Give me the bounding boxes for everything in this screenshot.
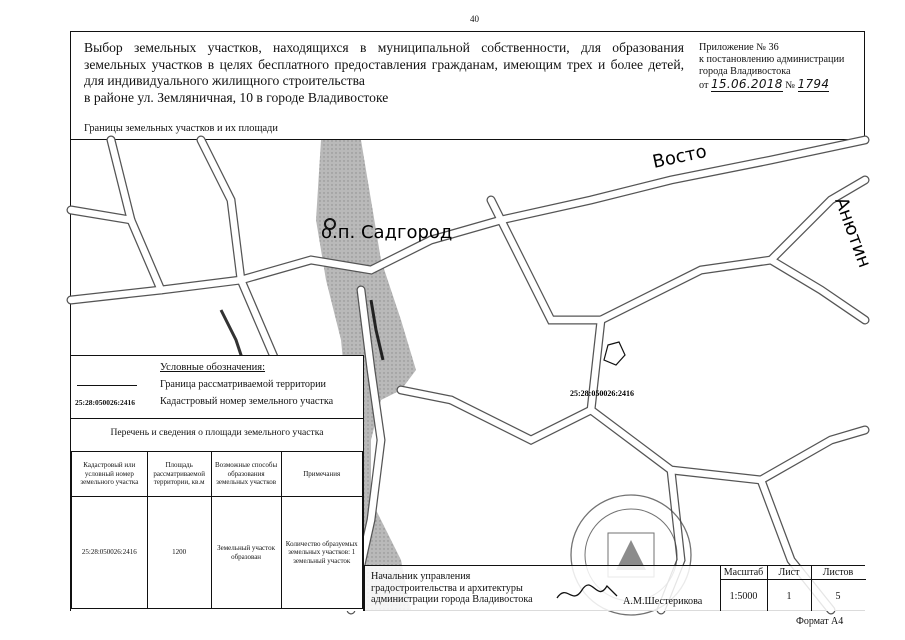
legend-cad-sample: 25:28:050026:2416 [75, 398, 135, 407]
document-title [84, 40, 684, 106]
sheet-value: 1 [786, 591, 792, 602]
sheet-label: Лист [778, 567, 800, 578]
cell-cad: 25:28:050026:2416 [72, 497, 148, 609]
page-number: 40 [470, 14, 479, 24]
paper-format: Формат А4 [796, 616, 844, 627]
annex-block [699, 42, 864, 92]
header-cad: Кадастровый или условный номер земельного участка [72, 452, 148, 497]
annex-date-line: от 15.06.2018 № 1794 [699, 77, 830, 91]
legend-panel [71, 355, 364, 611]
sheets-value: 5 [835, 591, 841, 602]
map-label-street1: Восто [650, 140, 709, 173]
legend-divider [71, 418, 363, 419]
header-notes: Примечания [281, 452, 363, 497]
legend-heading: Условные обозначения: [160, 362, 266, 373]
map-label-stop: о.п. Садгород [321, 222, 453, 243]
title-location: в районе ул. Земляничная, 10 в городе Владивостоке [84, 89, 389, 105]
signer-name: А.М.Шестерикова [623, 596, 703, 607]
legend-cad-label: Кадастровый номер земельного участка [160, 396, 334, 407]
scale-value: 1:5000 [729, 591, 758, 602]
header-methods: Возможные способы образования земельных участков [211, 452, 281, 497]
list-title: Перечень и сведения о площади земельного участка [110, 427, 324, 438]
boundary-line-sample [77, 385, 137, 386]
plot-info-table [71, 451, 363, 609]
cell-area: 1200 [147, 497, 211, 609]
annex-line2: к постановлению администрации [699, 54, 845, 65]
legend-boundary-label: Граница рассматриваемой территории [160, 379, 326, 390]
section-subtitle: Границы земельных участков и их площади [84, 123, 278, 134]
map-label-street2: Анютин [830, 194, 876, 271]
annex-date: 15.06.2018 [710, 77, 783, 91]
map-label-plot-id: 25:28:050026:2416 [570, 389, 634, 398]
cell-method: Земельный участок образован [211, 497, 281, 609]
annex-number: 1794 [797, 77, 830, 91]
annex-line1: Приложение № 36 [699, 42, 779, 53]
sheets-label: Листов [822, 567, 854, 578]
header-area: Площадь рассматриваемой территории, кв.м [147, 452, 211, 497]
cell-notes: Количество образуемых земельных участков: 1 земельный участок [281, 497, 363, 609]
handwritten-signature [552, 578, 622, 608]
signer-position: Начальник управления градостроительства и архитектуры администрации города Владивостока [371, 571, 533, 605]
title-main: Выбор земельных участков, находящихся в муниципальной собственности, для образования земельных участков в целях бесплатного предоставления гражданам, имеющим трех и более детей, для индивидуального жилищного строительства [84, 40, 684, 88]
annex-line3: города Владивостока [699, 66, 791, 77]
scale-label: Масштаб [723, 567, 764, 578]
